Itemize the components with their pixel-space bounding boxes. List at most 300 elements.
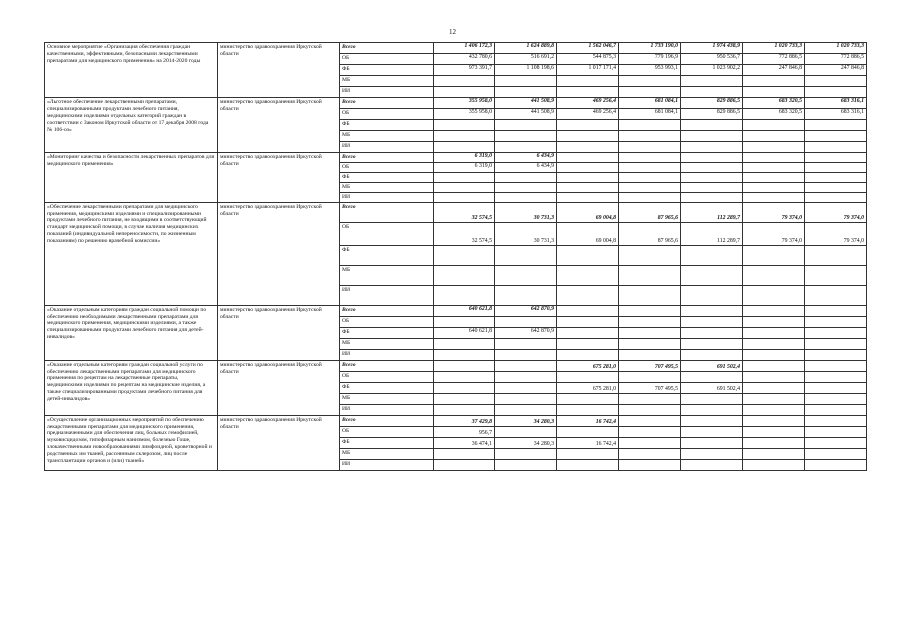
amount-cell xyxy=(434,265,495,285)
amount-cell xyxy=(805,393,867,404)
amount-cell: 1 017 171,4 xyxy=(557,65,619,76)
amount-cell xyxy=(805,459,867,470)
responsible-org: министерство здравоохранения Иркутской области xyxy=(218,202,340,305)
amount-cell: 691 502,4 xyxy=(681,360,743,371)
amount-cell xyxy=(557,327,619,338)
amount-cell: 6 319,0 xyxy=(434,163,495,173)
amount-cell xyxy=(557,182,619,192)
amount-cell xyxy=(805,120,867,131)
funding-source: МБ xyxy=(340,182,434,192)
event-name: «Оказание отдельным категориям граждан социальной помощи по обеспечению необходимыми лекарственными препаратами для медицинского применения, медицинскими изделиями, а также специализированными продуктами лечебного питания для детей-инвалидов» xyxy=(45,305,218,360)
amount-cell: 1 974 438,9 xyxy=(681,43,743,54)
amount-cell: 681 084,1 xyxy=(619,109,681,120)
responsible-org: министерство здравоохранения Иркутской области xyxy=(218,98,340,153)
funding-source: Всего xyxy=(340,43,434,54)
amount-cell xyxy=(619,285,681,305)
responsible-org: министерство здравоохранения Иркутской области xyxy=(218,305,340,360)
amount-cell xyxy=(681,265,743,285)
amount-cell xyxy=(805,426,867,437)
amount-cell xyxy=(434,459,495,470)
amount-cell: 16 742,4 xyxy=(557,437,619,448)
amount-cell xyxy=(743,437,805,448)
amount-cell xyxy=(495,448,557,459)
amount-cell xyxy=(743,285,805,305)
amount-cell xyxy=(557,142,619,153)
amount-cell xyxy=(681,163,743,173)
amount-cell xyxy=(495,172,557,182)
amount-cell xyxy=(805,305,867,316)
amount-cell xyxy=(495,265,557,285)
amount-cell xyxy=(495,459,557,470)
amount-cell xyxy=(743,245,805,265)
amount-cell xyxy=(619,182,681,192)
amount-cell xyxy=(619,87,681,98)
amount-cell: 1 406 172,3 xyxy=(434,43,495,54)
amount-cell xyxy=(619,142,681,153)
amount-cell xyxy=(557,459,619,470)
amount-cell xyxy=(619,448,681,459)
funding-source: Всего xyxy=(340,153,434,163)
amount-cell xyxy=(743,371,805,382)
funding-source: Всего xyxy=(340,202,434,222)
amount-cell: 37 429,8 xyxy=(434,415,495,426)
amount-cell xyxy=(619,131,681,142)
amount-cell: 1 020 733,3 xyxy=(805,43,867,54)
amount-cell xyxy=(681,305,743,316)
funding-source: Всего xyxy=(340,415,434,426)
event-name: «Осуществление организационных мероприятий по обеспечению лекарственными препаратами для медицинского применения, предназначенными для обеспечения лиц, больных гемофилией, муковисцидозом, гипофизарным нанизмом, болезнью Гоше, злокачественными новообразованиями лимфоидной, кроветворной и родственных им тканей, рассеянным склерозом, лиц после трансплантации органов и (или) тканей» xyxy=(45,415,218,470)
budget-table xyxy=(44,42,867,471)
amount-cell xyxy=(681,426,743,437)
amount-cell: 642 870,9 xyxy=(495,305,557,316)
amount-cell: 675 281,0 xyxy=(557,382,619,393)
amount-cell xyxy=(495,285,557,305)
amount-cell xyxy=(619,172,681,182)
amount-cell xyxy=(805,371,867,382)
table-row xyxy=(45,360,867,371)
amount-cell xyxy=(681,182,743,192)
amount-cell xyxy=(495,182,557,192)
amount-cell xyxy=(434,448,495,459)
amount-cell xyxy=(743,316,805,327)
funding-source: ИИ xyxy=(340,349,434,360)
amount-cell xyxy=(557,305,619,316)
amount-cell: 956,7 xyxy=(434,426,495,437)
amount-cell xyxy=(743,305,805,316)
amount-cell xyxy=(681,142,743,153)
amount-cell xyxy=(805,182,867,192)
funding-source: МБ xyxy=(340,76,434,87)
amount-cell: 640 621,8 xyxy=(434,305,495,316)
amount-cell: 683 316,1 xyxy=(805,109,867,120)
amount-cell: 36 474,1 xyxy=(434,437,495,448)
amount-cell xyxy=(743,360,805,371)
table-row xyxy=(45,98,867,109)
amount-cell xyxy=(805,131,867,142)
amount-cell: 112 289,7 xyxy=(681,202,743,222)
amount-cell xyxy=(619,327,681,338)
amount-cell xyxy=(805,153,867,163)
amount-cell: 355 958,0 xyxy=(434,109,495,120)
event-name: «Обеспечение лекарственными препаратами для медицинского применения, медицинскими изделиями и специализированными продуктами лечебного питания, не входящими в соответствующий стандарт медицинской помощи, в случае наличия медицинских показаний (индивидуальной непереносимости, по жизненным показаниям) по решению врачебной комиссии» xyxy=(45,202,218,305)
amount-cell xyxy=(557,316,619,327)
funding-source: ИИ xyxy=(340,459,434,470)
funding-source: ОБ xyxy=(340,371,434,382)
amount-cell xyxy=(805,360,867,371)
amount-cell xyxy=(681,393,743,404)
event-name: «Мониторинг качества и безопасности лекарственных препаратов для медицинского применения» xyxy=(45,153,218,203)
amount-cell: 683 316,1 xyxy=(805,98,867,109)
amount-cell xyxy=(805,382,867,393)
amount-cell xyxy=(619,265,681,285)
amount-cell xyxy=(495,382,557,393)
amount-cell xyxy=(619,404,681,415)
amount-cell xyxy=(805,349,867,360)
table-row xyxy=(45,202,867,222)
amount-cell xyxy=(805,163,867,173)
amount-cell: 16 742,4 xyxy=(557,415,619,426)
amount-cell xyxy=(743,426,805,437)
amount-cell xyxy=(743,404,805,415)
amount-cell xyxy=(557,448,619,459)
amount-cell xyxy=(681,120,743,131)
amount-cell xyxy=(805,192,867,202)
amount-cell: 1 562 046,7 xyxy=(557,43,619,54)
table-row xyxy=(45,415,867,426)
amount-cell xyxy=(495,349,557,360)
funding-source: ИИ xyxy=(340,87,434,98)
amount-cell xyxy=(805,245,867,265)
amount-cell: 1 023 902,2 xyxy=(681,65,743,76)
amount-cell xyxy=(805,142,867,153)
amount-cell xyxy=(743,265,805,285)
amount-cell xyxy=(495,131,557,142)
amount-cell xyxy=(619,426,681,437)
amount-cell xyxy=(557,87,619,98)
amount-cell: 34 280,3 xyxy=(495,437,557,448)
funding-source: МБ xyxy=(340,338,434,349)
amount-cell xyxy=(434,338,495,349)
amount-cell xyxy=(495,338,557,349)
amount-cell xyxy=(434,131,495,142)
amount-cell xyxy=(743,327,805,338)
amount-cell: 30 731,3 xyxy=(495,202,557,222)
amount-cell xyxy=(681,192,743,202)
amount-cell xyxy=(434,360,495,371)
amount-cell xyxy=(743,382,805,393)
amount-cell: 683 320,5 xyxy=(743,109,805,120)
amount-cell xyxy=(434,172,495,182)
amount-cell xyxy=(619,316,681,327)
funding-source: ФБ xyxy=(340,245,434,265)
amount-cell xyxy=(743,163,805,173)
amount-cell: 683 320,5 xyxy=(743,98,805,109)
funding-source: МБ xyxy=(340,448,434,459)
amount-cell xyxy=(557,192,619,202)
amount-cell xyxy=(619,338,681,349)
amount-cell xyxy=(557,404,619,415)
responsible-org: министерство здравоохранения Иркутской области xyxy=(218,360,340,415)
amount-cell xyxy=(434,404,495,415)
amount-cell: 829 886,5 xyxy=(681,98,743,109)
amount-cell xyxy=(495,404,557,415)
amount-cell: 953 993,1 xyxy=(619,65,681,76)
funding-source: ОБ xyxy=(340,109,434,120)
funding-source: ФБ xyxy=(340,327,434,338)
funding-source: Всего xyxy=(340,360,434,371)
amount-cell xyxy=(743,393,805,404)
amount-cell xyxy=(681,448,743,459)
amount-cell xyxy=(619,163,681,173)
page-number: 12 xyxy=(449,28,456,36)
amount-cell xyxy=(743,76,805,87)
amount-cell: 6 319,0 xyxy=(434,153,495,163)
funding-source: ОБ xyxy=(340,316,434,327)
amount-cell xyxy=(557,131,619,142)
amount-cell: 87 965,6 xyxy=(619,222,681,245)
amount-cell xyxy=(557,338,619,349)
amount-cell xyxy=(495,316,557,327)
funding-source: ОБ xyxy=(340,163,434,173)
amount-cell: 707 495,5 xyxy=(619,360,681,371)
amount-cell xyxy=(619,349,681,360)
amount-cell: 32 574,5 xyxy=(434,222,495,245)
funding-source: ИИ xyxy=(340,285,434,305)
amount-cell: 707 495,5 xyxy=(619,382,681,393)
amount-cell: 247 846,8 xyxy=(743,65,805,76)
amount-cell: 69 004,8 xyxy=(557,202,619,222)
funding-source: ИИ xyxy=(340,142,434,153)
amount-cell xyxy=(495,360,557,371)
amount-cell xyxy=(434,349,495,360)
table-row xyxy=(45,43,867,54)
responsible-org: министерство здравоохранения Иркутской области xyxy=(218,415,340,470)
amount-cell: 79 374,0 xyxy=(743,202,805,222)
amount-cell xyxy=(557,245,619,265)
amount-cell: 34 280,3 xyxy=(495,415,557,426)
amount-cell xyxy=(681,437,743,448)
amount-cell xyxy=(681,327,743,338)
amount-cell xyxy=(743,459,805,470)
amount-cell xyxy=(434,192,495,202)
funding-source: ФБ xyxy=(340,172,434,182)
amount-cell xyxy=(619,305,681,316)
amount-cell xyxy=(495,142,557,153)
responsible-org: министерство здравоохранения Иркутской области xyxy=(218,43,340,98)
funding-source: ФБ xyxy=(340,437,434,448)
amount-cell xyxy=(619,192,681,202)
amount-cell: 1 108 198,6 xyxy=(495,65,557,76)
amount-cell: 675 281,0 xyxy=(557,360,619,371)
amount-cell: 432 780,6 xyxy=(434,54,495,65)
amount-cell xyxy=(805,327,867,338)
funding-source: ФБ xyxy=(340,65,434,76)
amount-cell: 516 691,2 xyxy=(495,54,557,65)
amount-cell xyxy=(743,120,805,131)
amount-cell xyxy=(805,76,867,87)
amount-cell: 950 536,7 xyxy=(681,54,743,65)
amount-cell: 79 374,0 xyxy=(805,202,867,222)
amount-cell xyxy=(681,404,743,415)
amount-cell xyxy=(805,316,867,327)
amount-cell xyxy=(743,338,805,349)
funding-source: ОБ xyxy=(340,222,434,245)
amount-cell xyxy=(619,459,681,470)
amount-cell: 79 374,0 xyxy=(743,222,805,245)
amount-cell xyxy=(434,316,495,327)
amount-cell xyxy=(805,87,867,98)
amount-cell: 1 624 889,8 xyxy=(495,43,557,54)
amount-cell xyxy=(434,245,495,265)
amount-cell: 829 886,5 xyxy=(681,109,743,120)
amount-cell: 32 574,5 xyxy=(434,202,495,222)
amount-cell xyxy=(434,182,495,192)
event-name: «Льготное обеспечение лекарственными препаратами, специализированными продуктами лечебного питания, медицинскими изделиями отдельных категорий граждан в соответствии с Законом Иркутской области от 17 декабря 2008 года № 106-оз» xyxy=(45,98,218,153)
amount-cell xyxy=(557,172,619,182)
amount-cell: 1 733 190,0 xyxy=(619,43,681,54)
funding-source: Всего xyxy=(340,305,434,316)
amount-cell xyxy=(743,192,805,202)
amount-cell: 779 196,9 xyxy=(619,54,681,65)
amount-cell xyxy=(495,371,557,382)
amount-cell xyxy=(681,349,743,360)
amount-cell xyxy=(743,448,805,459)
amount-cell xyxy=(619,393,681,404)
amount-cell xyxy=(434,371,495,382)
amount-cell: 642 870,9 xyxy=(495,327,557,338)
amount-cell xyxy=(805,172,867,182)
amount-cell xyxy=(681,245,743,265)
amount-cell: 772 886,5 xyxy=(743,54,805,65)
amount-cell xyxy=(434,76,495,87)
amount-cell xyxy=(743,349,805,360)
amount-cell xyxy=(681,76,743,87)
amount-cell: 691 502,4 xyxy=(681,382,743,393)
funding-source: Всего xyxy=(340,98,434,109)
amount-cell xyxy=(434,382,495,393)
amount-cell xyxy=(681,87,743,98)
amount-cell xyxy=(619,120,681,131)
amount-cell: 441 508,9 xyxy=(495,109,557,120)
amount-cell xyxy=(805,265,867,285)
table-row xyxy=(45,305,867,316)
amount-cell: 544 875,3 xyxy=(557,54,619,65)
amount-cell: 441 508,9 xyxy=(495,98,557,109)
amount-cell: 112 289,7 xyxy=(681,222,743,245)
amount-cell: 772 886,5 xyxy=(805,54,867,65)
amount-cell xyxy=(743,153,805,163)
amount-cell xyxy=(495,245,557,265)
amount-cell: 69 004,8 xyxy=(557,222,619,245)
amount-cell xyxy=(495,76,557,87)
funding-source: ИИ xyxy=(340,192,434,202)
funding-source: МБ xyxy=(340,131,434,142)
amount-cell xyxy=(681,316,743,327)
amount-cell xyxy=(434,87,495,98)
amount-cell xyxy=(434,142,495,153)
event-name: «Оказание отдельным категориям граждан социальной услуги по обеспечению лекарственными препаратами для медицинского применения по рецептам на лекарственные препараты, медицинскими изделиями по рецептам на медицинские изделия, а также специализированными продуктами лечебного питания для детей-инвалидов» xyxy=(45,360,218,415)
amount-cell xyxy=(557,163,619,173)
amount-cell xyxy=(681,371,743,382)
funding-source: ФБ xyxy=(340,382,434,393)
amount-cell: 247 846,8 xyxy=(805,65,867,76)
event-name: Основное мероприятие «Организация обеспечения граждан качественными, эффективными, безопасными лекарственными препаратами для медицинского применения» на 2014-2020 годы xyxy=(45,43,218,98)
responsible-org: министерство здравоохранения Иркутской области xyxy=(218,153,340,203)
amount-cell: 469 256,4 xyxy=(557,98,619,109)
amount-cell xyxy=(495,120,557,131)
amount-cell: 87 965,6 xyxy=(619,202,681,222)
funding-source: ОБ xyxy=(340,426,434,437)
amount-cell xyxy=(743,142,805,153)
amount-cell xyxy=(805,285,867,305)
amount-cell xyxy=(805,437,867,448)
amount-cell: 681 084,1 xyxy=(619,98,681,109)
amount-cell xyxy=(743,182,805,192)
amount-cell xyxy=(434,393,495,404)
table-row xyxy=(45,153,867,163)
amount-cell xyxy=(619,437,681,448)
amount-cell: 30 731,3 xyxy=(495,222,557,245)
amount-cell xyxy=(743,87,805,98)
amount-cell xyxy=(557,426,619,437)
amount-cell xyxy=(743,172,805,182)
amount-cell xyxy=(681,153,743,163)
amount-cell xyxy=(619,415,681,426)
funding-source: ИИ xyxy=(340,404,434,415)
amount-cell xyxy=(619,76,681,87)
amount-cell xyxy=(557,285,619,305)
amount-cell: 6 434,9 xyxy=(495,163,557,173)
amount-cell xyxy=(805,448,867,459)
amount-cell: 355 958,0 xyxy=(434,98,495,109)
amount-cell xyxy=(619,153,681,163)
amount-cell xyxy=(434,285,495,305)
amount-cell xyxy=(681,459,743,470)
amount-cell xyxy=(681,338,743,349)
amount-cell xyxy=(681,415,743,426)
amount-cell xyxy=(557,371,619,382)
amount-cell xyxy=(557,393,619,404)
amount-cell xyxy=(557,349,619,360)
amount-cell xyxy=(619,245,681,265)
amount-cell xyxy=(557,76,619,87)
amount-cell: 973 391,7 xyxy=(434,65,495,76)
amount-cell xyxy=(681,172,743,182)
amount-cell xyxy=(557,120,619,131)
amount-cell xyxy=(557,265,619,285)
funding-source: МБ xyxy=(340,393,434,404)
amount-cell xyxy=(557,153,619,163)
amount-cell xyxy=(681,131,743,142)
amount-cell xyxy=(434,120,495,131)
amount-cell: 1 020 733,3 xyxy=(743,43,805,54)
amount-cell: 469 256,4 xyxy=(557,109,619,120)
amount-cell xyxy=(495,87,557,98)
amount-cell xyxy=(805,338,867,349)
amount-cell: 6 434,9 xyxy=(495,153,557,163)
amount-cell xyxy=(681,285,743,305)
amount-cell xyxy=(495,393,557,404)
amount-cell xyxy=(743,415,805,426)
amount-cell xyxy=(619,371,681,382)
funding-source: ОБ xyxy=(340,54,434,65)
amount-cell xyxy=(743,131,805,142)
amount-cell: 79 374,0 xyxy=(805,222,867,245)
funding-source: МБ xyxy=(340,265,434,285)
amount-cell: 640 621,8 xyxy=(434,327,495,338)
amount-cell xyxy=(495,426,557,437)
funding-source: ФБ xyxy=(340,120,434,131)
